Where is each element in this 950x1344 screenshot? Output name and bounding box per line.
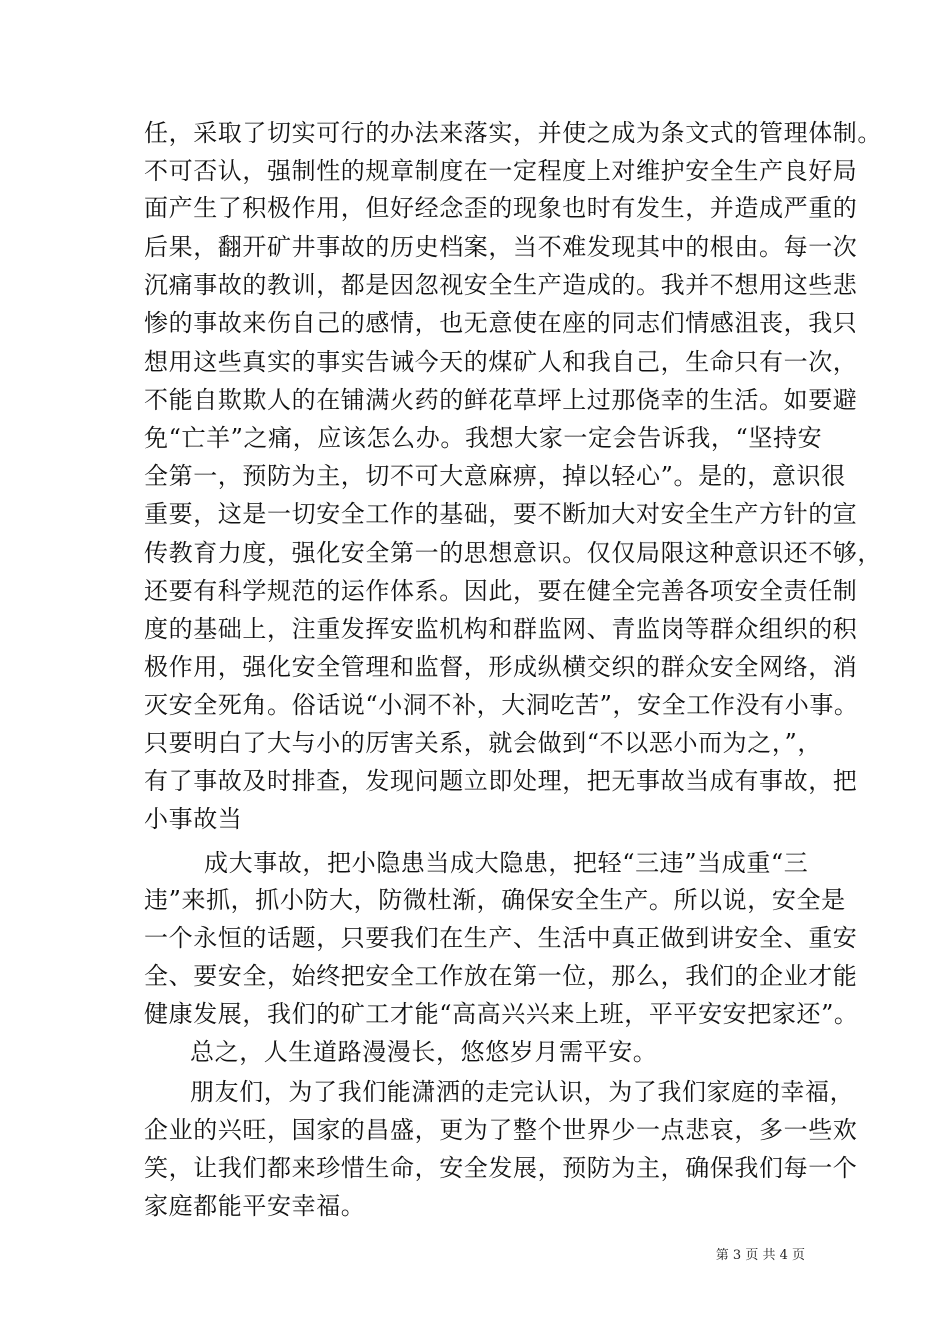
- text-line: 小事故当: [144, 805, 243, 833]
- text-line: 后果，翻开矿井事故的历史档案，当不难发现其中的根由。每一次: [144, 233, 858, 261]
- text-line: 惨的事故来伤自己的感情，也无意使在座的同志们情感沮丧，我只: [144, 309, 858, 337]
- text-line: 健康发展，我们的矿工才能“高高兴兴来上班，平平安安把家还”。: [144, 1000, 859, 1028]
- text-line: 度的基础上，注重发挥安监机构和群监网、青监岗等群众组织的积: [144, 615, 858, 643]
- text-line: 有了事故及时排查，发现问题立即处理，把无事故当成有事故，把: [144, 767, 858, 795]
- text-line: 任，采取了切实可行的办法来落实，并使之成为条文式的管理体制。: [144, 119, 882, 147]
- paragraph-first-line: 总之，人生道路漫漫长，悠悠岁月需平安。: [190, 1038, 658, 1066]
- text-line: 沉痛事故的教训，都是因忽视安全生产造成的。我并不想用这些悲: [144, 271, 858, 299]
- text-line: 家庭都能平安幸福。: [144, 1192, 366, 1220]
- text-line: 违”来抓，抓小防大，防微杜渐，确保安全生产。所以说，安全是: [144, 886, 846, 914]
- text-line: 不可否认，强制性的规章制度在一定程度上对维护安全生产良好局: [144, 157, 858, 185]
- paragraph-first-line: 朋友们，为了我们能潇洒的走完认识，为了我们家庭的幸福，: [190, 1078, 855, 1106]
- text-line: 只要明白了大与小的厉害关系，就会做到“不以恶小而为之，”，: [144, 729, 822, 757]
- paragraph-first-line: 成大事故，把小隐患当成大隐患，把轻“三违”当成重“三: [204, 849, 809, 877]
- text-line: 极作用，强化安全管理和监督，形成纵横交织的群众安全网络，消: [144, 653, 858, 681]
- text-line: 还要有科学规范的运作体系。因此，要在健全完善各项安全责任制: [144, 577, 858, 605]
- text-line: 想用这些真实的事实告诫今天的煤矿人和我自己，生命只有一次，: [144, 348, 858, 376]
- text-line: 传教育力度，强化安全第一的思想意识。仅仅局限这种意识还不够，: [144, 539, 882, 567]
- text-line: 一个永恒的话题，只要我们在生产、生活中真正做到讲安全、重安: [144, 924, 858, 952]
- text-line: 企业的兴旺，国家的昌盛，更为了整个世界少一点悲哀，多一些欢: [144, 1116, 858, 1144]
- text-line: 全、要安全，始终把安全工作放在第一位，那么，我们的企业才能: [144, 962, 858, 990]
- text-line: 笑，让我们都来珍惜生命，安全发展，预防为主，确保我们每一个: [144, 1154, 858, 1182]
- text-line: 面产生了积极作用，但好经念歪的现象也时有发生，并造成严重的: [144, 194, 858, 222]
- text-line: 灭安全死角。俗话说“小洞不补，大洞吃苦”，安全工作没有小事。: [144, 691, 859, 719]
- text-line: 全第一，预防为主，切不可大意麻痹，掉以轻心”。是的，意识很: [144, 462, 846, 490]
- page-number: 第 3 页 共 4 页: [715, 1248, 805, 1263]
- text-line: 不能自欺欺人的在铺满火药的鲜花草坪上过那侥幸的生活。如要避: [144, 386, 858, 414]
- text-line: 免“亡羊”之痛，应该怎么办。我想大家一定会告诉我，“坚持安: [144, 424, 823, 452]
- text-line: 重要，这是一切安全工作的基础，要不断加大对安全生产方针的宣: [144, 500, 858, 528]
